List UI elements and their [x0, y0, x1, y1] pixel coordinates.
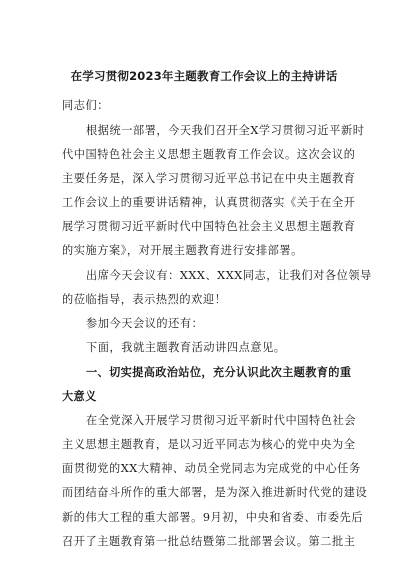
paragraph-line: 而团结奋斗所作的重大部署，是为深入推进新时代党的建设 — [62, 486, 368, 499]
paragraph-line: 主义思想主题教育，是以习近平同志为核心的党中央为全 — [62, 438, 356, 451]
section-heading-continued: 大意义 — [62, 390, 97, 403]
section-heading: 一、切实提高政治站位，充分认识此次主题教育的重 — [86, 366, 352, 379]
paragraph-line: 工作会议上的重要讲话精神，认真贯彻落实《关于在全开 — [62, 196, 356, 209]
paragraph-line: 召开了主题教育第一批总结暨第二批部署会议。第二批主 — [62, 535, 356, 548]
document-title: 在学习贯彻2023年主题教育工作会议上的主持讲话 — [70, 69, 338, 83]
salutation-line: 同志们： — [62, 99, 109, 112]
paragraph-line: 的实施方案》，对开展主题教育进行安排部署。 — [62, 244, 303, 257]
paragraph-line: 面贯彻党的XX大精神、动员全党同志为完成党的中心任务 — [62, 462, 361, 475]
paragraph-line: 在全党深入开展学习贯彻习近平新时代中国特色社会 — [86, 414, 356, 427]
paragraph-line: 参加今天会议的还有： — [86, 317, 204, 330]
paragraph-line: 出席今天会议有：XXX、XXX同志，让我们对各位领导 — [86, 269, 372, 282]
paragraph-line: 下面，我就主题教育活动讲四点意见。 — [86, 341, 286, 354]
paragraph-line: 根据统一部署，今天我们召开全X学习贯彻习近平新时 — [86, 124, 365, 137]
paragraph-line: 展学习贯彻习近平新时代中国特色社会主义思想主题教育 — [62, 220, 356, 233]
paragraph-line: 主要任务是，深入学习贯彻习近平总书记在中央主题教育 — [62, 172, 356, 185]
paragraph-line: 代中国特色社会主义思想主题教育工作会议。这次会议的 — [62, 148, 356, 161]
paragraph-line: 新的伟大工程的重大部署。9月初，中央和省委、市委先后 — [62, 511, 364, 524]
paragraph-line: 的莅临指导，表示热烈的欢迎！ — [62, 293, 227, 306]
